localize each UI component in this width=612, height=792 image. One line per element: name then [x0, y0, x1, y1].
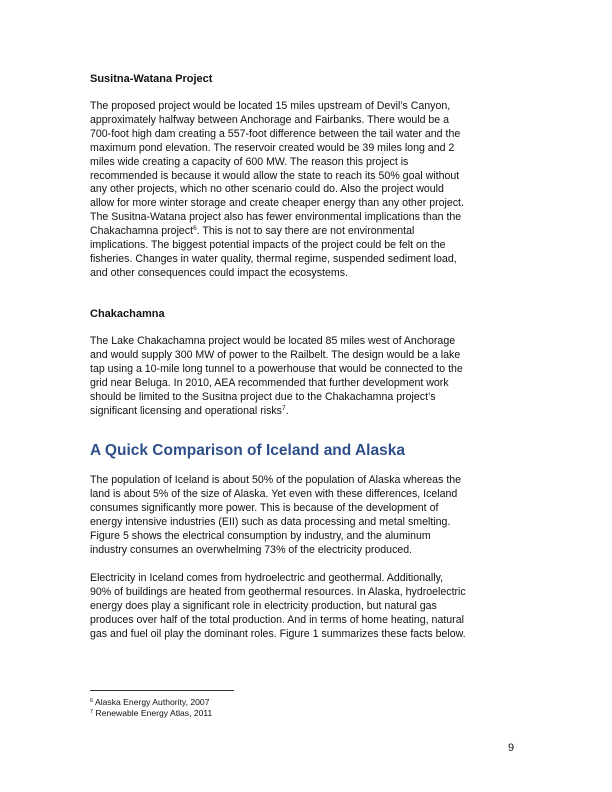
text-line: maximum pond elevation. The reservoir created would be 39 miles long and 2 — [90, 141, 455, 154]
text-line: Figure 5 shows the electrical consumption by industry, and the aluminum — [90, 529, 431, 542]
text-line: consumes significantly more power. This is because of the development of — [90, 501, 439, 514]
text-line-with-footnote — [90, 225, 520, 239]
page-number: 9 — [508, 742, 515, 754]
text-line: The Susitna-Watana project also has fewer environmental implications than the — [90, 211, 462, 224]
text-line: implications. The biggest potential impacts of the project could be felt on the — [90, 239, 446, 252]
footnote-ref-7[interactable]: 7 — [281, 404, 286, 412]
text-line: gas and fuel oil play the dominant roles. Figure 1 summarizes these facts below. — [90, 627, 466, 640]
section-heading-susitna: Susitna-Watana Project — [90, 73, 213, 85]
section-heading-chakachamna: Chakachamna — [90, 308, 165, 320]
text-line: and would supply 300 MW of power to the Railbelt. The design would be a lake — [90, 348, 461, 361]
text-fragment: . — [285, 404, 289, 417]
text-line: The Lake Chakachamna project would be located 85 miles west of Anchorage — [90, 335, 456, 347]
footnote-text: Renewable Energy Atlas, 2011 — [95, 708, 213, 718]
footnote-number: 7 — [90, 709, 94, 715]
text-line: approximately halfway between Anchorage and Fairbanks. There would be a — [90, 113, 450, 126]
text-line-with-footnote — [90, 405, 520, 419]
text-fragment: Chakachamna project — [90, 225, 194, 238]
text-line: fisheries. Changes in water quality, thermal regime, suspended sediment load, — [90, 252, 457, 265]
text-line: 700-foot high dam creating a 557-foot difference between the tail water and the — [90, 127, 461, 140]
text-line: energy intensive industries (EII) such as data processing and metal smelting. — [90, 515, 451, 528]
text-line: any other projects, which no other scenario could do. Also the project would — [90, 183, 444, 196]
section-heading-comparison: A Quick Comparison of Iceland and Alaska — [90, 442, 405, 459]
text-line: The population of Iceland is about 50% of the population of Alaska whereas the — [90, 474, 462, 486]
paragraph-chakachamna — [90, 335, 520, 418]
text-line: tap using a 10-mile long tunnel to a powerhouse that would be connected to the — [90, 362, 463, 375]
text-line: Electricity in Iceland comes from hydroelectric and geothermal. Additionally, — [90, 572, 444, 584]
text-line: recommended is because it would allow the state to reach its 50% goal without — [90, 169, 460, 182]
footnote-text: Alaska Energy Authority, 2007 — [94, 697, 210, 707]
text-line: energy does play a significant role in electricity production, but natural gas — [90, 599, 437, 612]
footnote-divider — [90, 690, 234, 691]
text-line: should be limited to the Susitna project due to the Chakachamna project’s — [90, 390, 436, 403]
footnote-number: 6 — [90, 698, 94, 704]
footnote-ref-6[interactable]: 6 — [193, 225, 197, 233]
text-line: land is about 5% of the size of Alaska. Yet even with these differences, Iceland — [90, 487, 458, 500]
paragraph-comparison-1 — [90, 474, 520, 557]
paragraph-comparison-2 — [90, 572, 520, 642]
text-line: 90% of buildings are heated from geothermal resources. In Alaska, hydroelectric — [90, 585, 466, 598]
text-line: industry consumes an overwhelming 73% of the electricity produced. — [90, 543, 413, 556]
text-fragment: . This is not to say there are not environmental — [196, 225, 415, 238]
paragraph-susitna — [90, 100, 520, 281]
text-line: grid near Beluga. In 2010, AEA recommended that further development work — [90, 376, 449, 389]
text-line: allow for more winter storage and create cheaper energy than any other project. — [90, 197, 464, 210]
footnote-7 — [90, 708, 212, 718]
text-line: produces over half of the total production. And in terms of home heating, natural — [90, 613, 464, 626]
text-line: miles wide creating a capacity of 600 MW. The reason this project is — [90, 155, 409, 168]
text-fragment: significant licensing and operational risks — [90, 404, 282, 417]
text-line: and other consequences could impact the ecosystems. — [90, 266, 348, 279]
footnote-6 — [90, 697, 209, 707]
text-line: The proposed project would be located 15 miles upstream of Devil’s Canyon, — [90, 100, 451, 112]
